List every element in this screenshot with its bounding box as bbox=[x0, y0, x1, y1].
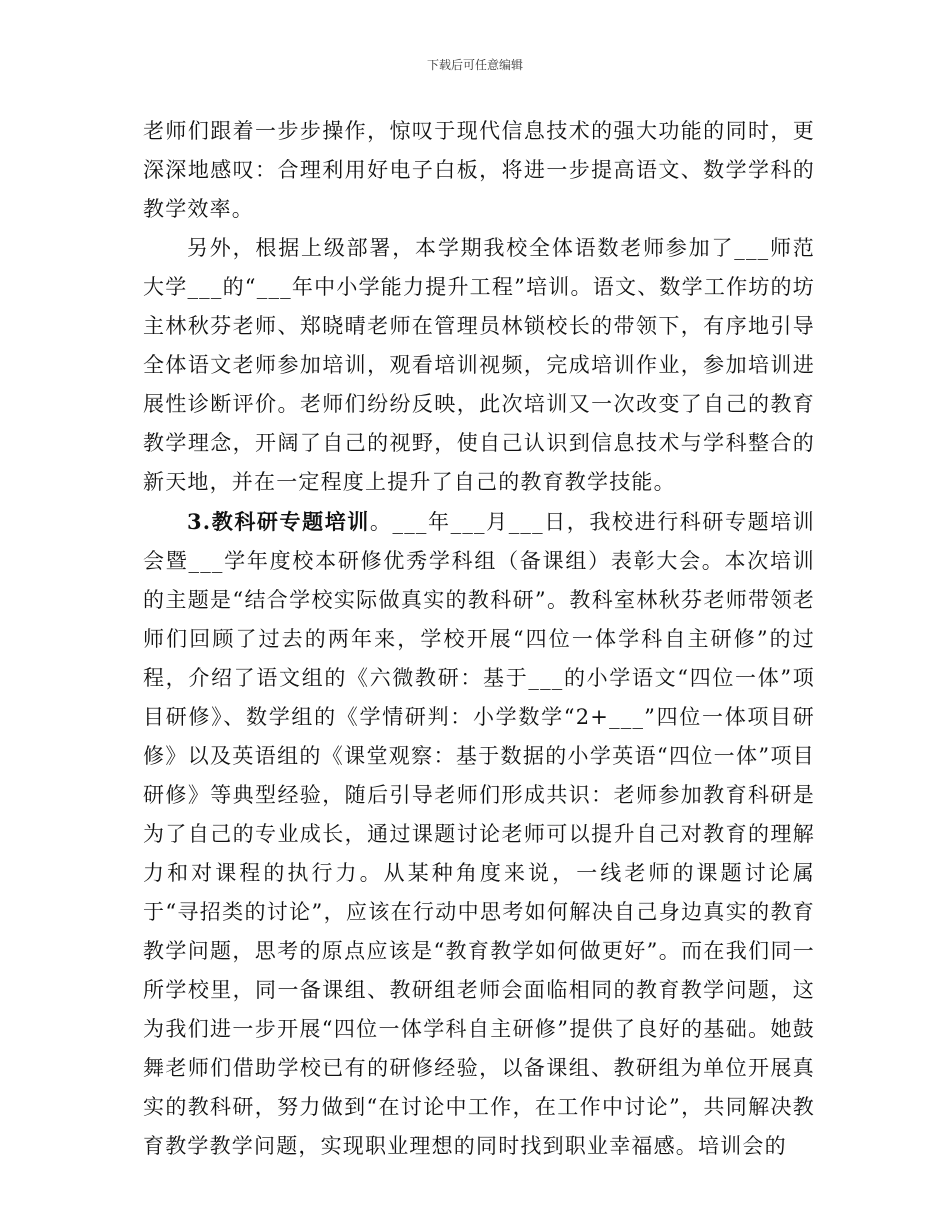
paragraph-whiteboard: 老师们跟着一步步操作，惊叹于现代信息技术的强大功能的同时，更深深地感叹：合理利用好电子白板，将进一步提高语文、数学学科的教学效率。 bbox=[143, 119, 815, 221]
page-header-note: 下载后可任意编辑 bbox=[426, 58, 523, 72]
paragraph-research-training bbox=[143, 502, 815, 1166]
section-body-text: 。___年___月___日，我校进行科研专题培训会暨___学年度校本研修优秀学科组（备课组）表彰大会。本次培训的主题是“结合学校实际做真实的教科研”。教科室林秋芬老师带领老师们回顾了过去的两年来，学校开展“四位一体学科自主研修”的过程，介绍了语文组的《六微教研：基于___的小学语文“四位一体”项目研修》、数学组的《学情研判：小学数学“2+___”四位一体项目研修》以及英语组的《课堂观察：基于数据的小学英语“四位一体”项目研修》等典型经验，随后引导老师们形成共识：老师参加教育科研是为了自己的专业成长，通过课题讨论老师可以提升自己对教育的理解力和对课程的执行力。从某种角度来说，一线老师的课题讨论属于“寻招类的讨论”，应该在行动中思考如何解决自己身边真实的教育教学问题，思考的原点应该是“教育教学如何做更好”。而在我们同一所学校里，同一备课组、教研组老师会面临相同的教育教学问题，这为我们进一步开展“四位一体学科自主研修”提供了良好的基础。她鼓舞老师们借助学校已有的研修经验，以备课组、教研组为单位开展真实的教科研，努力做到“在讨论中工作，在工作中讨论”，共同解决教育教学教学问题，实现职业理想的同时找到职业幸福感。培训会的 bbox=[143, 510, 815, 1158]
section-heading: 3.教科研专题培训 bbox=[187, 509, 370, 534]
paragraph-training: 另外，根据上级部署，本学期我校全体语数老师参加了___师范大学___的“___年中小学能力提升工程”培训。语文、数学工作坊的坊主林秋芬老师、郑晓晴老师在管理员林锁校长的带领下，有序地引导全体语文老师参加培训，观看培训视频，完成培训作业，参加培训进展性诊断评价。老师们纷纷反映，此次培训又一次改变了自己的教育教学理念，开阔了自己的视野，使自己认识到信息技术与学科整合的新天地，并在一定程度上提升了自己的教育教学技能。 bbox=[143, 236, 815, 494]
document-body bbox=[143, 112, 815, 1166]
